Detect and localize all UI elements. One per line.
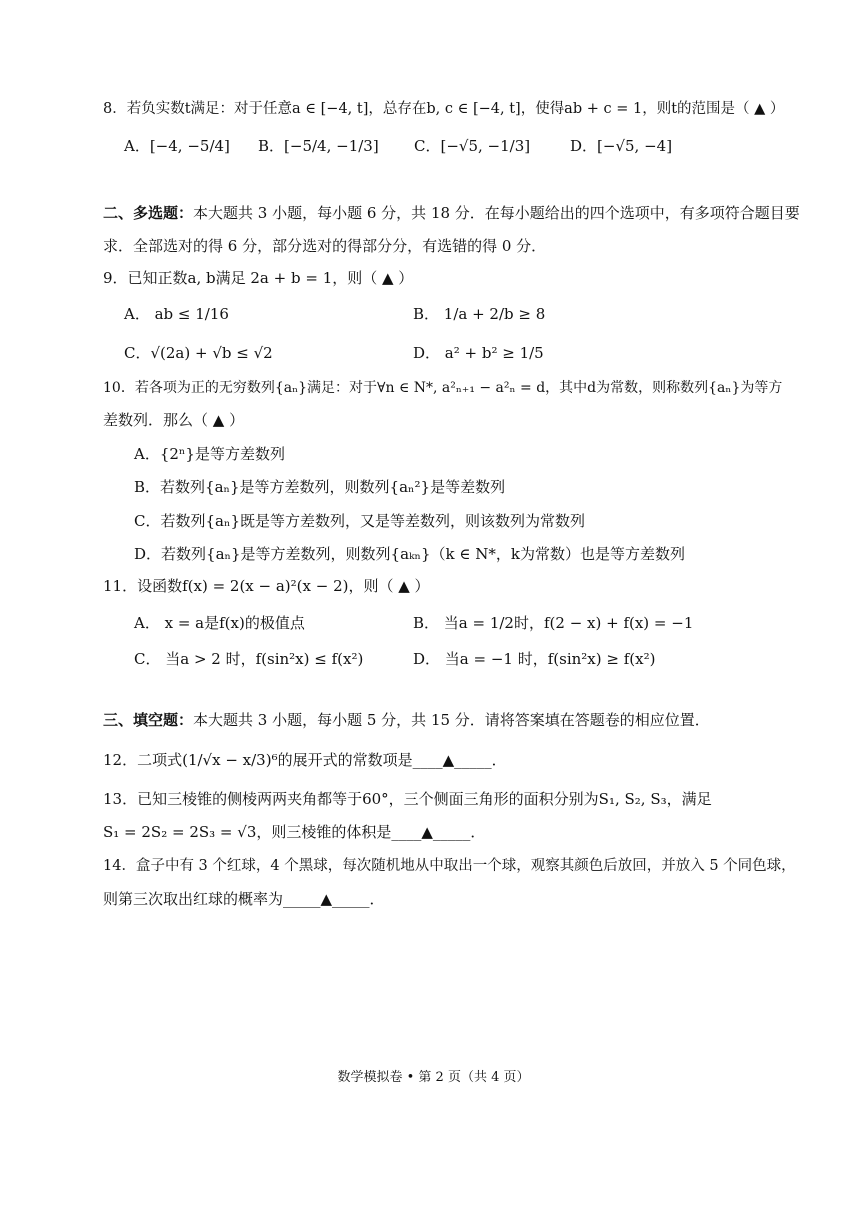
q9-stem: 9．已知正数a, b满足 2a + b = 1，则（ ▲ ） [103, 269, 414, 287]
q10-option-d: D．若数列{aₙ}是等方差数列，则数列{aₖₙ}（k ∈ N*，k为常数）也是等方差数列 [134, 545, 685, 563]
q9-option-b: B． 1/a + 2/b ≥ 8 [413, 305, 546, 323]
q14-line2: 则第三次取出红球的概率为_____▲_____． [103, 890, 385, 908]
q10-option-b: B．若数列{aₙ}是等方差数列，则数列{aₙ²}是等差数列 [134, 478, 506, 496]
section3-heading: 三、填空题： [103, 711, 194, 729]
q8-stem: 8．若负实数t满足：对于任意a ∈ [−4, t]，总存在b, c ∈ [−4, t]，使得ab + c = 1，则t的范围是（ ▲ ） [103, 101, 785, 117]
page-footer: 数学模拟卷 • 第 2 页（共 4 页） [337, 1070, 530, 1085]
q9-option-d: D． a² + b² ≥ 1/5 [413, 344, 544, 362]
q8-option-d: D．[−√5, −4] [570, 137, 673, 155]
q10-stem-line1: 10．若各项为正的无穷数列{aₙ}满足：对于∀n ∈ N*, a²ₙ₊₁ − a²ₙ = d，其中d为常数，则称数列{aₙ}为等方 [103, 380, 783, 396]
section3-text: 本大题共 3 小题，每小题 5 分，共 15 分．请将答案填在答题卷的相应位置． [193, 711, 710, 729]
q13-line2: S₁ = 2S₂ = 2S₃ = √3，则三棱锥的体积是____▲_____． [103, 823, 486, 841]
q10-stem-line2: 差数列．那么（ ▲ ） [103, 411, 245, 429]
q10-option-c: C．若数列{aₙ}既是等方差数列，又是等差数列，则该数列为常数列 [134, 512, 585, 530]
q9-option-c: C．√(2a) + √b ≤ √2 [124, 344, 273, 362]
section2-line1 [103, 203, 800, 223]
q12-stem: 12．二项式(1/√x − x/3)⁶的展开式的常数项是____▲_____． [103, 751, 507, 769]
q13-line1: 13．已知三棱锥的侧棱两两夹角都等于60°，三个侧面三角形的面积分别为S₁, S₂, S₃，满足 [103, 790, 712, 808]
section2-heading: 二、多选题： [103, 204, 194, 222]
q8-option-a: A．[−4, −5/4] [124, 137, 230, 155]
section2-line2: 求．全部选对的得 6 分，部分选对的得部分分，有选错的得 0 分． [103, 237, 547, 255]
section3-line [103, 710, 710, 730]
q10-option-a: A．{2ⁿ}是等方差数列 [134, 445, 285, 463]
q9-option-a: A． ab ≤ 1/16 [124, 305, 229, 323]
q11-option-b: B． 当a = 1/2时，f(2 − x) + f(x) = −1 [413, 614, 694, 632]
q11-option-a: A． x = a是f(x)的极值点 [134, 614, 305, 632]
q8-option-c: C．[−√5, −1/3] [414, 137, 531, 155]
section2-text: 本大题共 3 小题，每小题 6 分，共 18 分．在每小题给出的四个选项中，有多项符合题目要 [193, 204, 800, 222]
q14-line1: 14．盒子中有 3 个红球，4 个黑球，每次随机地从中取出一个球，观察其颜色后放回，并放入 5 个同色球， [103, 858, 796, 874]
q11-option-c: C． 当a > 2 时，f(sin²x) ≤ f(x²) [134, 650, 364, 668]
q8-option-b: B．[−5/4, −1/3] [258, 137, 379, 155]
q11-option-d: D． 当a = −1 时，f(sin²x) ≥ f(x²) [413, 650, 656, 668]
q11-stem: 11．设函数f(x) = 2(x − a)²(x − 2)，则（ ▲ ） [103, 577, 430, 595]
